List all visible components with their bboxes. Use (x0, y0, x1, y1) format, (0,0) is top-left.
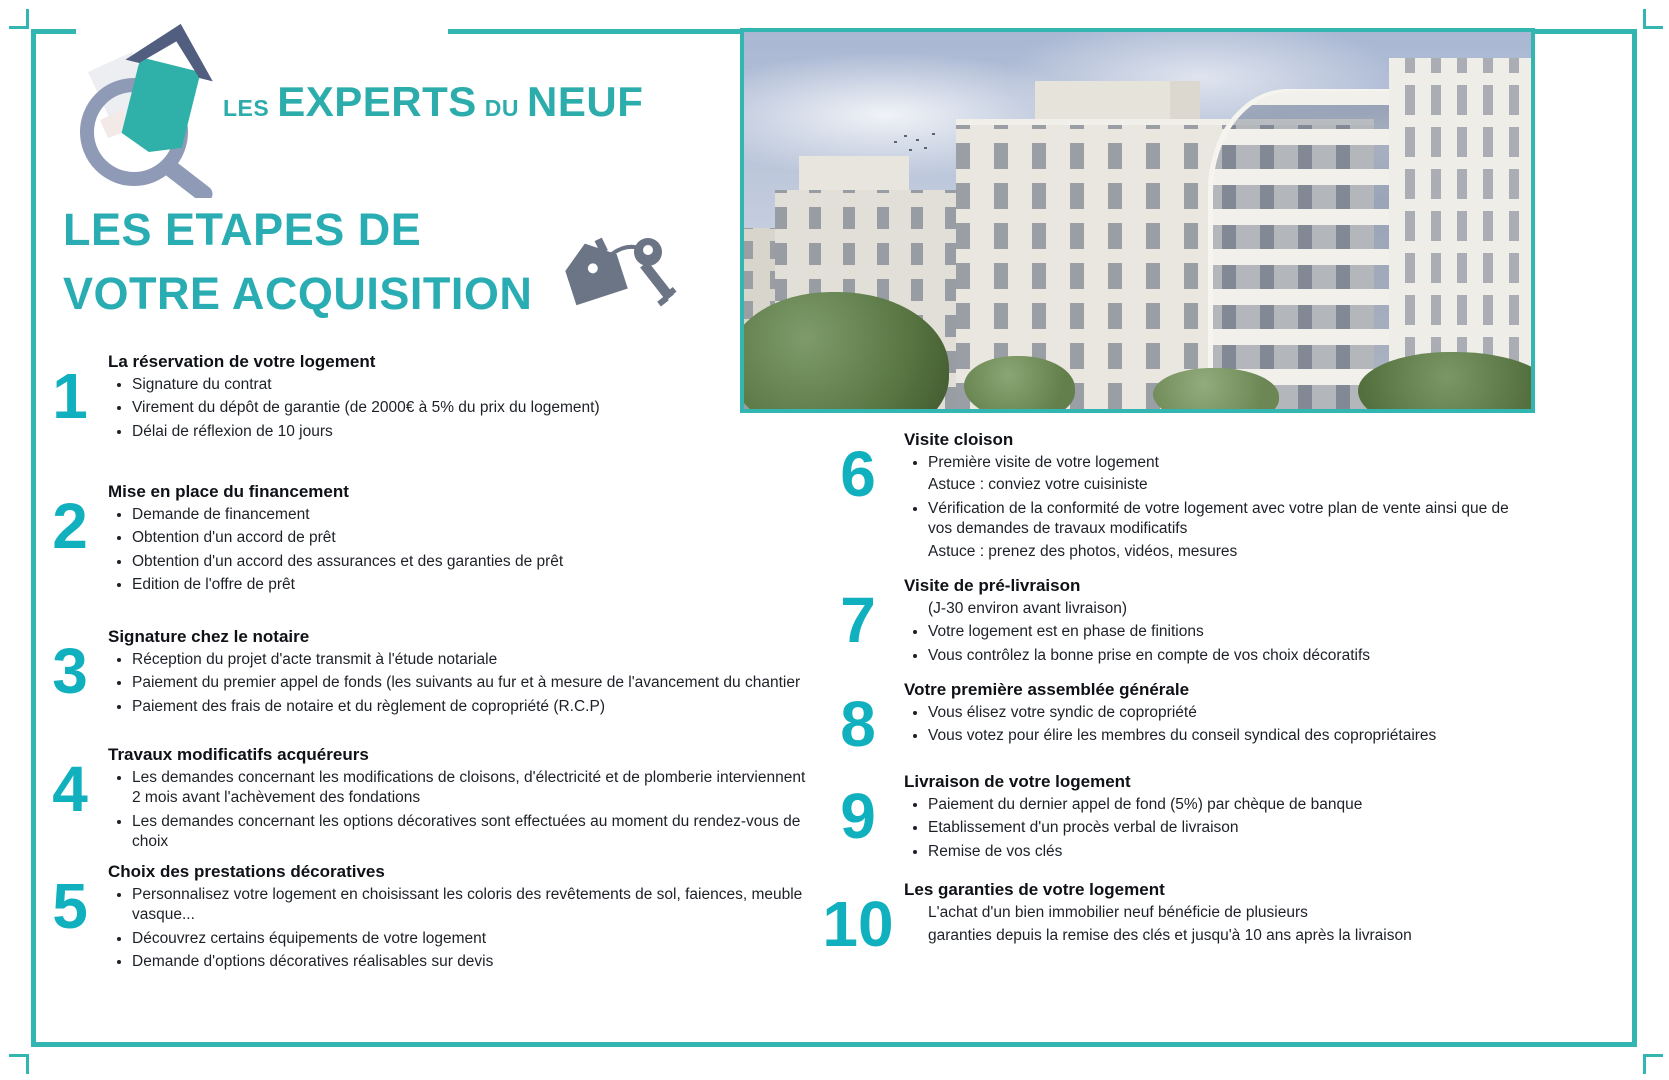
step-item: • Réception du projet d'acte transmit à l'étude notariale (132, 650, 813, 670)
step-item: • Vous votez pour élire les membres du conseil syndical des copropriétaires (928, 726, 1524, 746)
step-number: 1 (52, 360, 88, 432)
step-item: (J-30 environ avant livraison) (928, 600, 1128, 617)
building-photo (740, 28, 1535, 413)
step-item: • Demande d'options décoratives réalisables sur devis (132, 952, 813, 972)
step-number: 10 (822, 888, 894, 960)
page-title-line2: VOTRE ACQUISITION (63, 268, 533, 319)
step-number: 5 (52, 870, 88, 942)
logo-word-les: LES (223, 95, 270, 121)
step-item: • Personnalisez votre logement en choisissant les coloris des revêtements de sol, faiences, meuble vasque... (132, 885, 813, 926)
step-1 (40, 352, 820, 445)
step-item: • Etablissement d'un procès verbal de livraison (928, 818, 1524, 838)
logo-word-neuf: NEUF (527, 78, 644, 125)
step-item: • Paiement du premier appel de fonds (les suivants au fur et à mesure de l'avancement du chantier (132, 673, 813, 693)
step-item: L'achat d'un bien immobilier neuf bénéficie de plusieurs (928, 904, 1308, 921)
step-item: • Paiement des frais de notaire et du règlement de copropriété (R.C.P) (132, 697, 813, 717)
step-title: Signature chez le notaire (108, 627, 310, 646)
step-item: • Remise de vos clés (928, 842, 1524, 862)
step-7 (822, 576, 1534, 669)
step-number: 6 (840, 438, 876, 510)
step-items (904, 795, 1524, 862)
step-item: • Signature du contrat (132, 375, 813, 395)
step-number: 3 (52, 635, 88, 707)
corner-mark-bottom-left (9, 1054, 29, 1074)
step-number: 8 (840, 688, 876, 760)
logo-word-experts: EXPERTS (277, 78, 477, 125)
step-items (904, 599, 1524, 666)
step-item: • Paiement du dernier appel de fond (5%) par chèque de banque (928, 795, 1524, 815)
step-items (108, 768, 813, 853)
house-keychain-keys-icon (560, 220, 680, 320)
step-number: 4 (52, 753, 88, 825)
tree (964, 356, 1074, 413)
step-item: • Votre logement est en phase de finitions (928, 622, 1524, 642)
step-items (904, 903, 1524, 947)
step-2 (40, 482, 820, 599)
step-item: • Découvrez certains équipements de votre logement (132, 929, 813, 949)
step-title: Choix des prestations décoratives (108, 862, 385, 881)
left-building-penthouse (799, 156, 909, 194)
page-title-line1: LES ETAPES DE (63, 204, 422, 255)
step-item: • Vous contrôlez la bonne prise en compte de vos choix décoratifs (928, 646, 1524, 666)
step-item: • Vérification de la conformité de votre logement avec votre plan de vente ainsi que de vos demandes de travaux modificatifs Astuce : prenez des photos, vidéos, mesures (928, 499, 1524, 562)
step-title: Les garanties de votre logement (904, 880, 1165, 899)
step-item: • Edition de l'offre de prêt (132, 575, 813, 595)
step-item: • Obtention d'un accord de prêt (132, 528, 813, 548)
step-number: 7 (840, 584, 876, 656)
house-magnifier-icon (70, 2, 222, 198)
step-items (108, 650, 813, 717)
logo-text (215, 78, 643, 126)
step-title: Livraison de votre logement (904, 772, 1131, 791)
corner-mark-top-right (1643, 9, 1663, 29)
curved-corner-tower (1208, 89, 1389, 409)
step-item: • Obtention d'un accord des assurances et des garanties de prêt (132, 552, 813, 572)
corner-mark-bottom-right (1643, 1054, 1663, 1074)
step-8 (822, 680, 1534, 760)
step-items (904, 703, 1524, 747)
step-items (108, 375, 813, 442)
step-item: • Vous élisez votre syndic de copropriété (928, 703, 1524, 723)
step-number: 9 (840, 780, 876, 852)
step-item: • Demande de financement (132, 505, 813, 525)
step-3 (40, 627, 820, 720)
step-items (904, 453, 1524, 562)
page-title (63, 198, 532, 326)
step-5 (40, 862, 820, 976)
main-building-penthouse (1035, 81, 1200, 122)
step-title: Visite cloison (904, 430, 1014, 449)
step-title: Travaux modificatifs acquéreurs (108, 745, 369, 764)
step-item-note: Astuce : conviez votre cuisiniste (928, 476, 1148, 494)
step-10 (822, 880, 1534, 960)
logo-word-du: DU (484, 95, 520, 121)
step-title: Mise en place du financement (108, 482, 349, 501)
step-items (108, 505, 813, 596)
step-item: • Les demandes concernant les options décoratives sont effectuées au moment du rendez-vous de choix (132, 812, 813, 853)
step-item: • Virement du dépôt de garantie (de 2000€ à 5% du prix du logement) (132, 398, 813, 418)
step-title: La réservation de votre logement (108, 352, 376, 371)
step-number: 2 (52, 490, 88, 562)
step-title: Visite de pré-livraison (904, 576, 1081, 595)
step-6 (822, 430, 1534, 565)
step-item: • Les demandes concernant les modifications de cloisons, d'électricité et de plomberie interviennent 2 mois avant l'achèvement des fondations (132, 768, 813, 809)
step-items (108, 885, 813, 973)
step-item: • Première visite de votre logement Astuce : conviez votre cuisiniste (928, 453, 1524, 496)
step-4 (40, 745, 820, 856)
step-9 (822, 772, 1534, 865)
corner-mark-top-left (9, 9, 29, 29)
step-item-note: Astuce : prenez des photos, vidéos, mesures (928, 542, 1238, 560)
step-item: • Délai de réflexion de 10 jours (132, 422, 813, 442)
step-item: garanties depuis la remise des clés et jusqu'à 10 ans après la livraison (928, 927, 1412, 945)
step-title: Votre première assemblée générale (904, 680, 1190, 699)
